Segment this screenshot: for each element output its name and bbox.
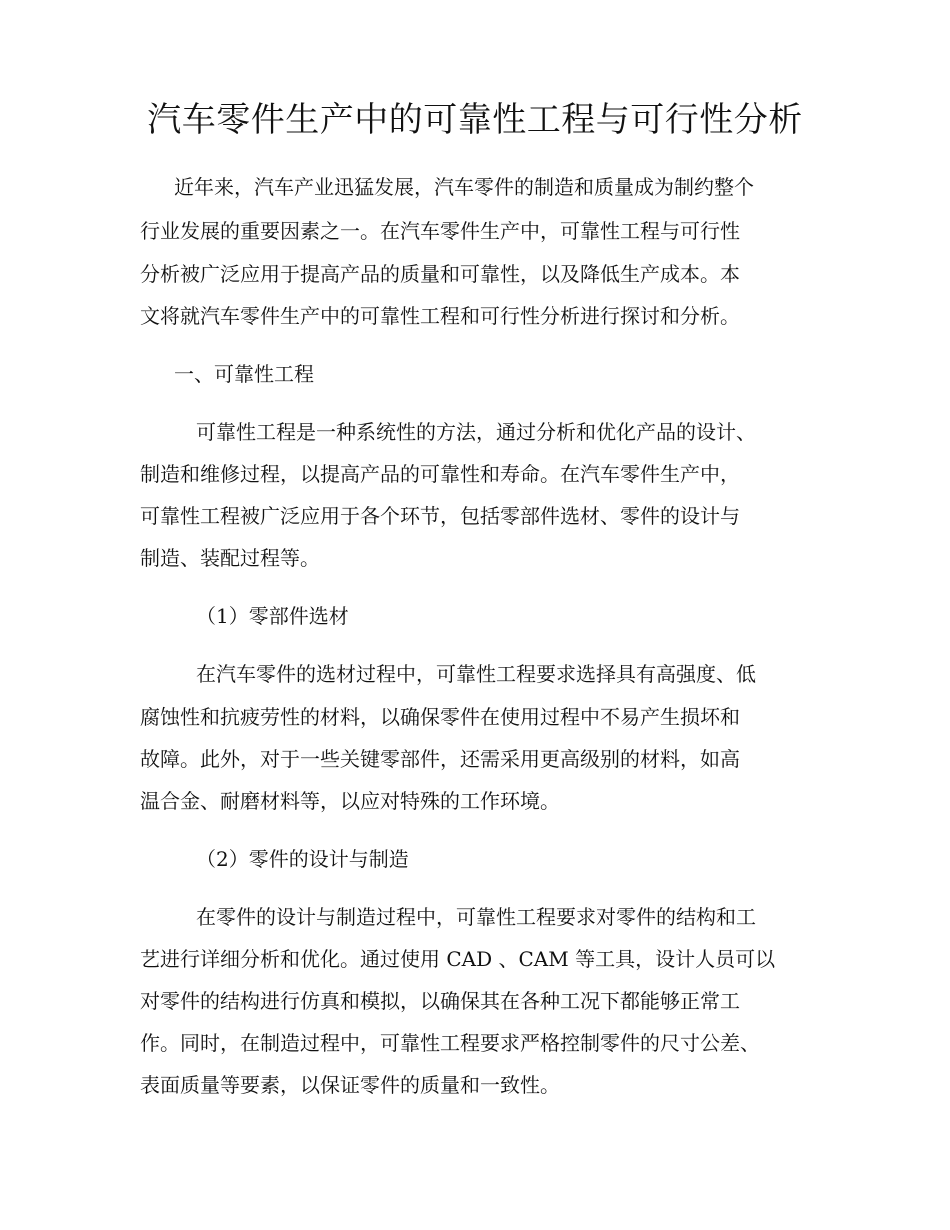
- section1-line-1: 可靠性工程是一种系统性的方法，通过分析和优化产品的设计、: [196, 420, 756, 444]
- intro-line-4: 文将就汽车零件生产中的可靠性工程和可行性分析进行探讨和分析。: [140, 304, 740, 328]
- sub2-line-1: 在零件的设计与制造过程中，可靠性工程要求对零件的结构和工: [196, 905, 756, 929]
- intro-line-3: 分析被广泛应用于提高产品的质量和可靠性，以及降低生产成本。本: [140, 262, 740, 286]
- sub1-line-4: 温合金、耐磨材料等，以应对特殊的工作环境。: [140, 789, 560, 813]
- section1-line-2: 制造和维修过程，以提高产品的可靠性和寿命。在汽车零件生产中，: [140, 462, 740, 486]
- subsection-heading-design-manufacturing: （2）零件的设计与制造: [196, 847, 409, 871]
- sub2-line-5: 表面质量等要素，以保证零件的质量和一致性。: [140, 1073, 560, 1097]
- sub2-line-4: 作。同时，在制造过程中，可靠性工程要求严格控制零件的尺寸公差、: [140, 1031, 760, 1055]
- intro-line-2: 行业发展的重要因素之一。在汽车零件生产中，可靠性工程与可行性: [140, 219, 740, 243]
- subsection-heading-material-selection: （1）零部件选材: [196, 604, 349, 628]
- sub1-line-1: 在汽车零件的选材过程中，可靠性工程要求选择具有高强度、低: [196, 662, 756, 686]
- section1-line-3: 可靠性工程被广泛应用于各个环节，包括零部件选材、零件的设计与: [140, 504, 740, 528]
- document-title: 汽车零件生产中的可靠性工程与可行性分析: [147, 100, 803, 140]
- sub2-line-3: 对零件的结构进行仿真和模拟，以确保其在各种工况下都能够正常工: [140, 989, 740, 1013]
- section1-line-4: 制造、装配过程等。: [140, 546, 320, 570]
- section-heading-reliability: 一、可靠性工程: [174, 362, 314, 386]
- sub1-line-3: 故障。此外，对于一些关键零部件，还需采用更高级别的材料，如高: [140, 747, 740, 771]
- sub2-line-2: 艺进行详细分析和优化。通过使用 CAD 、CAM 等工具，设计人员可以: [140, 947, 776, 971]
- sub1-line-2: 腐蚀性和抗疲劳性的材料，以确保零件在使用过程中不易产生损坏和: [140, 705, 740, 729]
- intro-line-1: 近年来，汽车产业迅猛发展，汽车零件的制造和质量成为制约整个: [174, 175, 754, 199]
